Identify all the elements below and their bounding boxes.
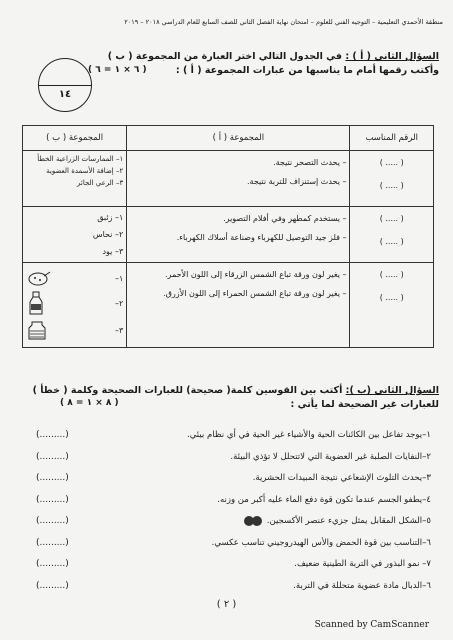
group-a-item: – يستخدم كمطهر وفي أفلام التصوير. <box>223 214 347 223</box>
answer-slot[interactable]: (.........) <box>36 516 69 526</box>
group-b-item: ٢– نحاس <box>92 230 124 239</box>
score-circle <box>38 58 92 112</box>
answer-slot[interactable]: (.........) <box>36 580 69 591</box>
group-a-item: – يحدث التصحر نتيجة. <box>273 158 347 167</box>
header-number: الرقم المناسب <box>350 126 434 151</box>
group-a-cell <box>127 151 350 207</box>
group-b-item: ١– الممارسات الزراعية الخطأ <box>37 155 124 163</box>
answer-cell <box>350 263 434 348</box>
answer-slot[interactable]: ( ..... ) <box>379 237 404 246</box>
answer-slot[interactable]: (.........) <box>36 559 69 569</box>
page-header: منطقة الأحمدي التعليمية – التوجيه الفني للعلوم – امتحان نهاية الفصل الثاني للصف السابع للعام الدراسي ٢٠١٨ – ٢٠١٩ <box>124 18 443 26</box>
group-b-item: ٣– يود <box>102 247 124 256</box>
statement: ٥–الشكل المقابل يمثل جزيء عنصر الأكسجين. <box>101 511 431 533</box>
group-b-cell <box>23 207 127 263</box>
statement-list <box>101 425 431 597</box>
answer-slot[interactable]: ( ..... ) <box>379 214 404 223</box>
group-b-item: ٢– إضافة الأسمدة العضوية <box>46 167 124 175</box>
group-a-cell <box>127 207 350 263</box>
question-2a-title: السؤال الثاني ( أ ) : <box>345 51 439 62</box>
score-divider <box>39 85 91 86</box>
statement: ٦–الدبال مادة عضوية متحللة في التربة. <box>293 580 431 591</box>
group-b-item: ٣– <box>26 319 123 341</box>
header-group-b: المجموعة ( ب ) <box>23 126 127 151</box>
answer-slot[interactable]: ( ..... ) <box>379 293 404 302</box>
statement: ٢–النفايات الصلبة غير العضوية التي لاتتحلل لا تؤذي البيئة. <box>230 451 431 462</box>
statement: ٦–التناسب بين قوة الحمض والأس الهيدروجيني تناسب عكسي. <box>211 537 431 548</box>
page-number: ( ٢ ) <box>216 599 237 610</box>
statement: ١–يوجد تفاعل بين الكائنات الحية والأشياء غير الحية في أي نظام بيئي. <box>187 430 431 440</box>
answer-cell <box>350 207 434 263</box>
header-group-a: المجموعة ( أ ) <box>127 126 350 151</box>
answer-slot[interactable]: ( ..... ) <box>379 181 404 190</box>
group-a-item: – فلز جيد التوصيل للكهرباء وصناعة أسلاك الكهرباء. <box>176 233 347 242</box>
answer-column <box>36 425 106 597</box>
matching-table <box>22 125 434 348</box>
group-b-item: ١– زئبق <box>97 213 124 222</box>
group-b-item: ٣– الرعي الجائر <box>77 179 124 187</box>
group-b-item: ١– <box>26 269 123 287</box>
group-a-item: – يحدث إستنزاف للتربة نتيجة. <box>247 177 347 186</box>
jar-icon <box>26 319 48 341</box>
group-b-item: ٢– <box>26 291 123 315</box>
question-2a-points: ( ٦ × ١ = ٦ ) <box>88 65 147 75</box>
question-2b-points: ( ٨ × ١ = ٨ ) <box>60 398 119 408</box>
group-a-cell <box>127 263 350 348</box>
oxygen-molecule-icon <box>242 515 264 527</box>
statement: ٣–يحدث التلوث الإشعاعي نتيجة المبيدات الحشرية. <box>252 473 431 483</box>
answer-slot[interactable]: ( ..... ) <box>379 270 404 279</box>
group-a-item: – يغير لون ورقة تباع الشمس الزرقاء إلى اللون الأحمر. <box>165 270 347 279</box>
group-b-cell <box>23 151 127 207</box>
answer-slot[interactable]: (.........) <box>36 494 69 505</box>
score-value: ١٤ <box>58 89 72 100</box>
statement: ٤–يطفو الجسم عندما تكون قوة دفع الماء عليه أكبر من وزنه. <box>217 494 431 505</box>
question-2b-title: السؤال الثاني (ب ): <box>345 385 439 396</box>
answer-slot[interactable]: ( ..... ) <box>379 158 404 167</box>
answer-slot[interactable]: (.........) <box>36 430 69 440</box>
group-a-item: – يغير لون ورقة تباع الشمس الحمراء إلى اللون الأزرق. <box>163 289 347 298</box>
lemon-icon <box>26 269 52 287</box>
answer-cell <box>350 151 434 207</box>
statement: ٧– نمو البذور في التربة الطينية ضعيف. <box>294 559 431 569</box>
question-2a-text: في الجدول التالي اختر العبارة من المجموعة ( ب ) وأكتب رقمها أمام ما يناسبها من عبارات المجموعة ( أ ) : <box>107 51 439 76</box>
answer-slot[interactable]: (.........) <box>36 473 69 483</box>
answer-slot[interactable]: (.........) <box>36 451 69 462</box>
answer-slot[interactable]: (.........) <box>36 537 69 548</box>
bottle-icon <box>26 291 46 315</box>
question-2b-text: أكتب بين القوسين كلمة( صحيحة) للعبارات الصحيحة وكلمة ( خطأ ) للعبارات غير الصحيحة لما يأتي : <box>32 385 439 410</box>
scanner-watermark: Scanned by CamScanner <box>314 620 429 630</box>
group-b-cell <box>23 263 127 348</box>
